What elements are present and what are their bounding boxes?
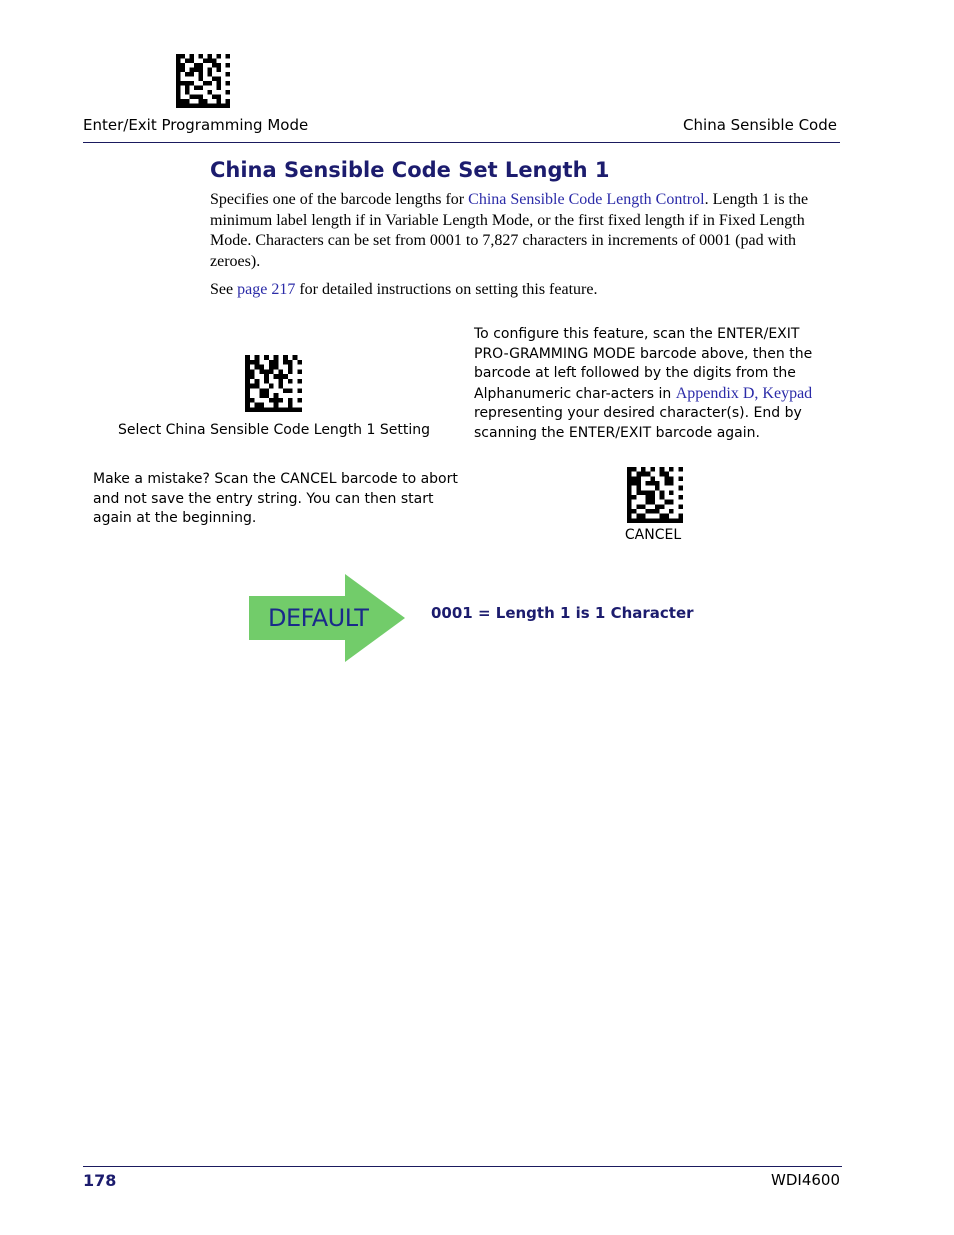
see-text-post: for detailed instructions on setting this feature. bbox=[295, 281, 598, 298]
page-number: 178 bbox=[83, 1171, 117, 1190]
see-text-pre: See bbox=[210, 281, 238, 298]
description-text-pre: Specifies one of the barcode lengths for bbox=[210, 191, 469, 208]
header-rule bbox=[83, 142, 840, 143]
default-value-text: 0001 = Length 1 is 1 Character bbox=[431, 604, 694, 622]
see-page-text bbox=[210, 280, 835, 301]
select-barcode-label: Select China Sensible Code Length 1 Setting bbox=[118, 422, 430, 438]
section-description bbox=[210, 190, 835, 272]
default-label: DEFAULT bbox=[268, 604, 369, 632]
configure-instructions bbox=[474, 325, 836, 443]
description-text-post: . Length 1 is the minimum label length if in Variable Length Mode, or the first fixed length if in Fixed Length Mode. Characters can be set from 0001 to 7,827 characters in increments of 0001 (pad with zeroes). bbox=[210, 191, 809, 270]
instructions-text-post: representing your desired character(s). End by scanning the ENTER/EXIT barcode again. bbox=[474, 405, 802, 441]
header-right: China Sensible Code bbox=[683, 116, 837, 134]
page-217-link[interactable]: page 217 bbox=[237, 281, 296, 298]
section-title: China Sensible Code Set Length 1 bbox=[210, 158, 610, 182]
select-length-barcode bbox=[245, 355, 302, 412]
mistake-text: Make a mistake? Scan the CANCEL barcode to abort and not save the entry string. You can then start again at the beginning. bbox=[93, 471, 458, 526]
enter-exit-barcode bbox=[176, 54, 230, 108]
header-left: Enter/Exit Programming Mode bbox=[83, 116, 309, 134]
instructions-text-pre: To configure this feature, scan the ENTER/EXIT PRO-GRAMMING MODE barcode above, then the barcode at left followed by the digits from the Alphanumeric char-acters in bbox=[474, 326, 813, 402]
footer-rule bbox=[83, 1166, 842, 1167]
appendix-d-keypad-link[interactable]: Appendix D, Keypad bbox=[675, 384, 813, 402]
cancel-barcode bbox=[627, 467, 683, 523]
cancel-label: CANCEL bbox=[624, 527, 682, 543]
length-control-link[interactable]: China Sensible Code Length Control bbox=[468, 191, 705, 208]
footer-model: WDI4600 bbox=[771, 1171, 840, 1189]
